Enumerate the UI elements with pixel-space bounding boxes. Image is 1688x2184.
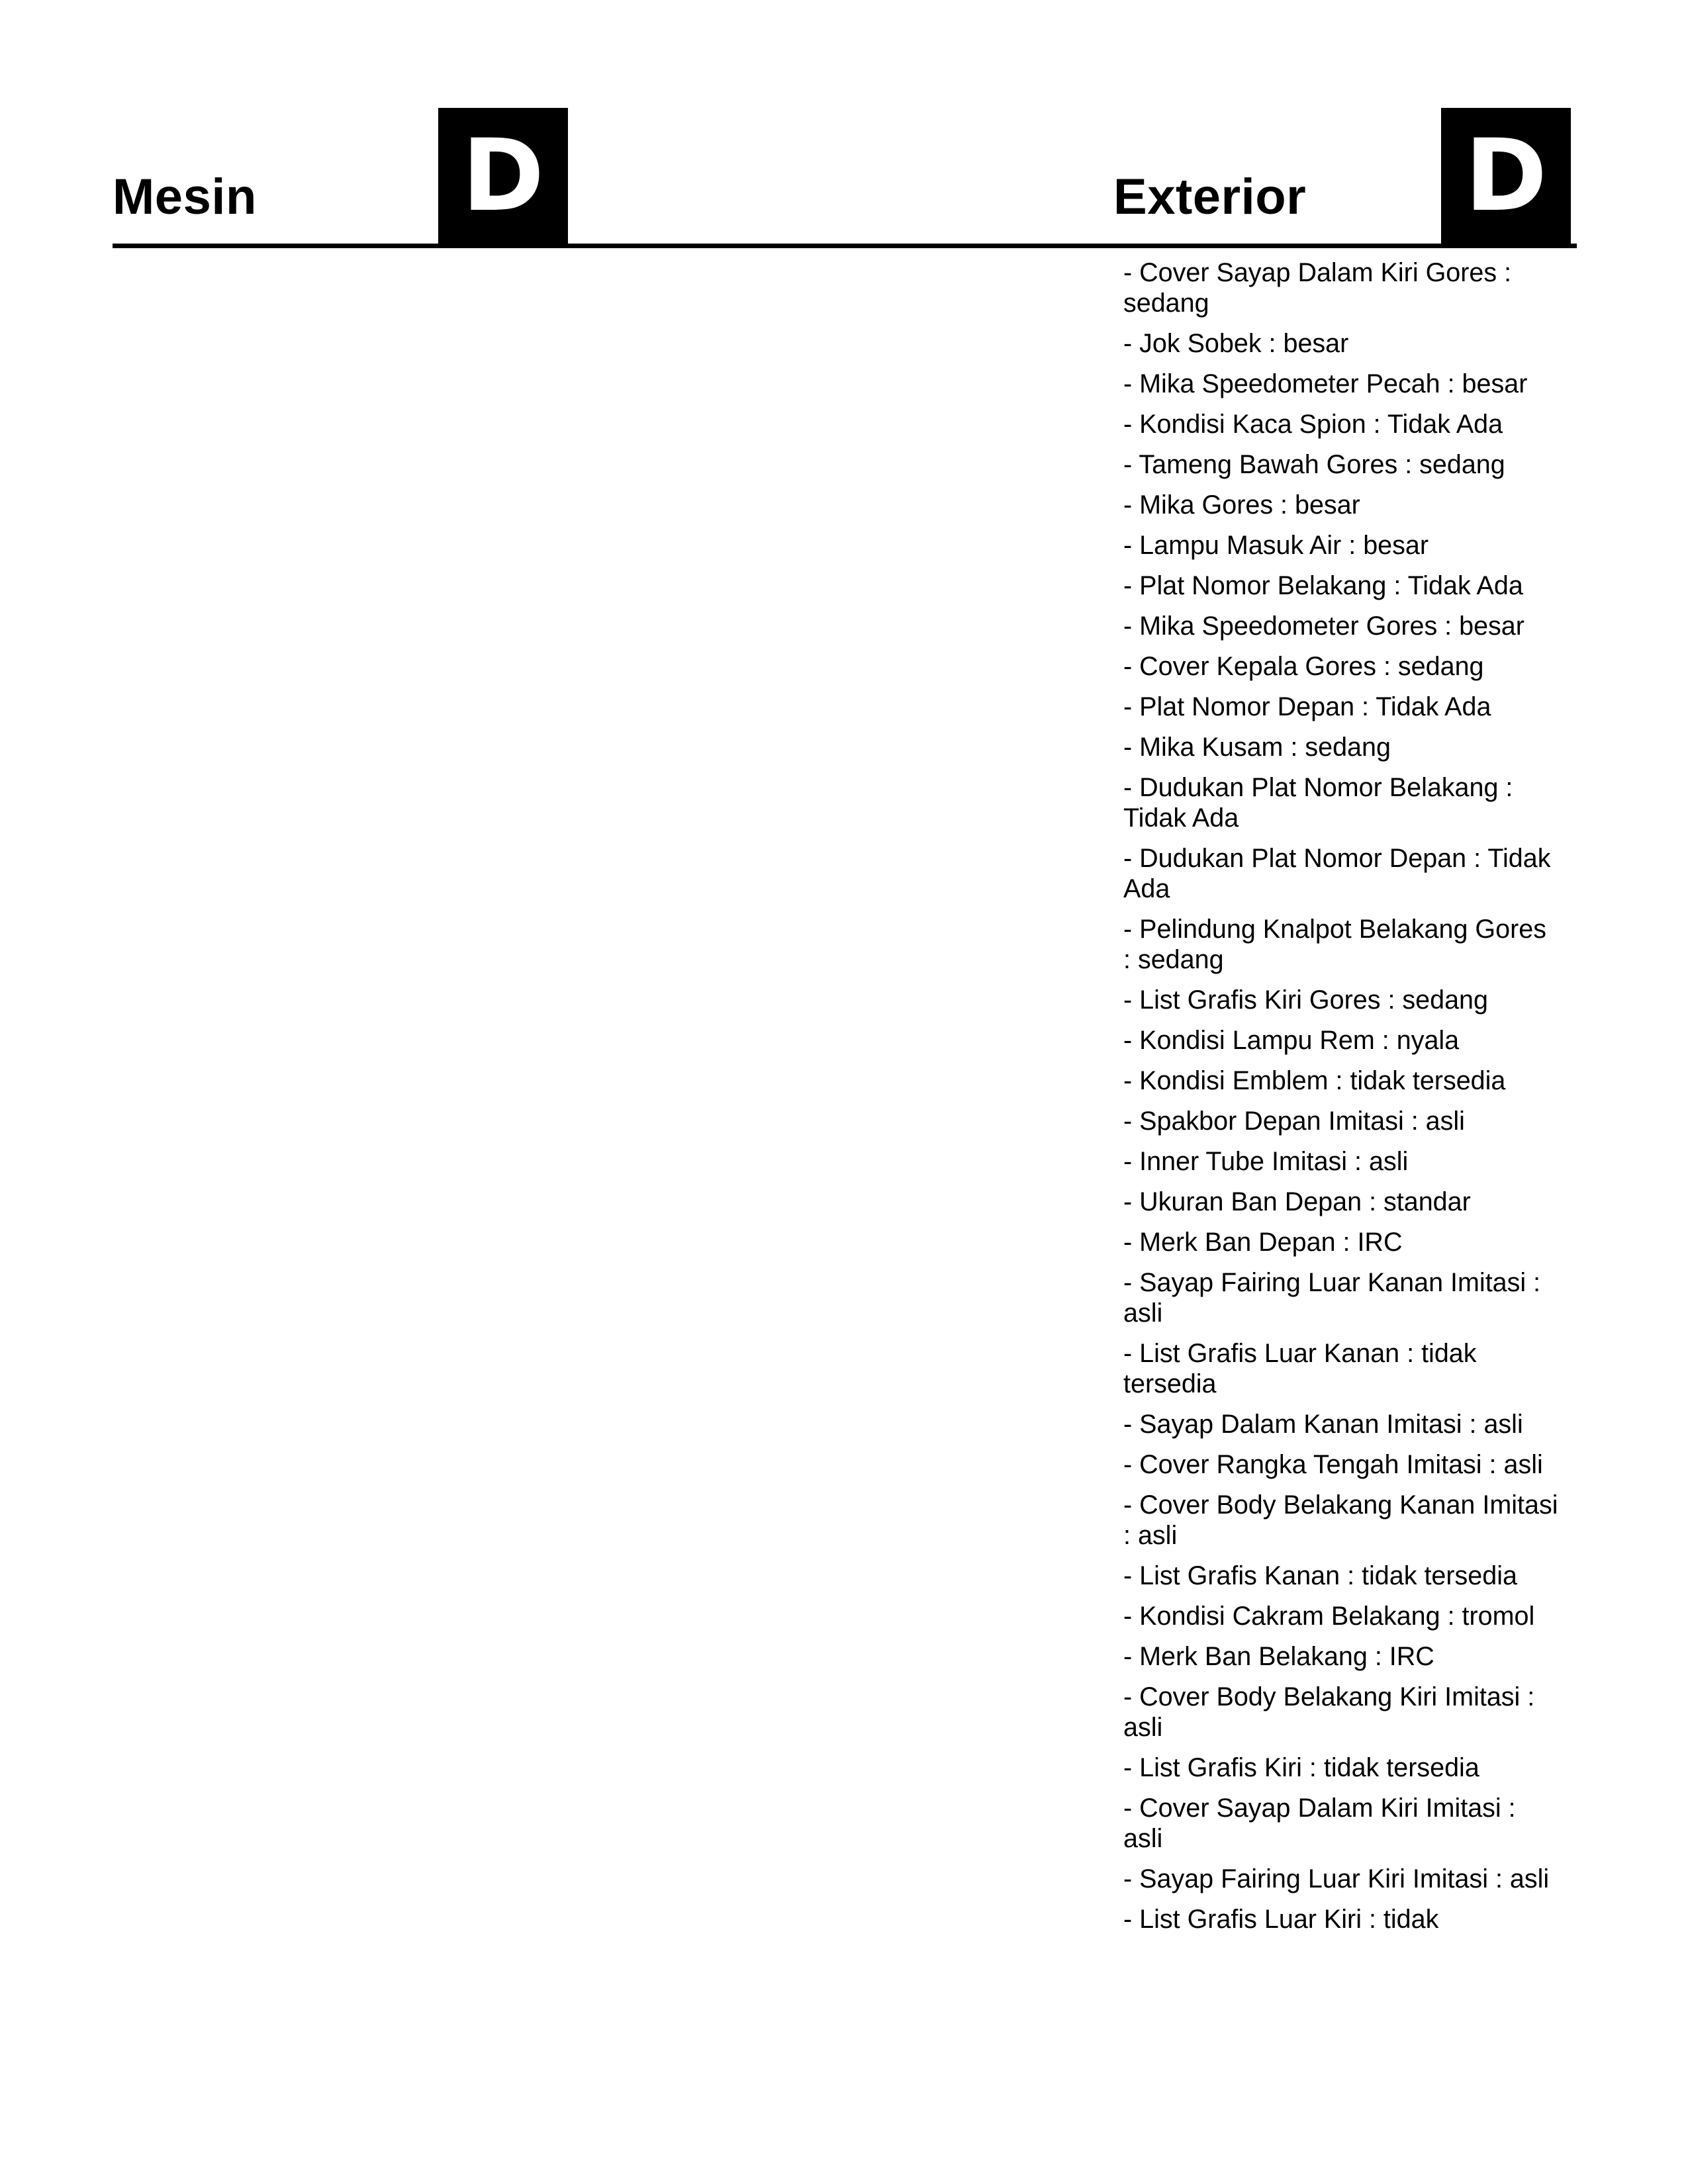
exterior-condition-item: - Cover Sayap Dalam Kiri Gores : sedang — [1123, 258, 1512, 318]
exterior-condition-item: - List Grafis Luar Kiri : tidak — [1123, 1905, 1439, 1934]
exterior-condition-item: - Cover Sayap Dalam Kiri Imitasi : asli — [1123, 1794, 1516, 1853]
exterior-condition-item: - Merk Ban Depan : IRC — [1123, 1228, 1403, 1257]
exterior-condition-item: - List Grafis Kanan : tidak tersedia — [1123, 1561, 1517, 1590]
exterior-condition-item: - Ukuran Ban Depan : standar — [1123, 1187, 1471, 1216]
mesin-section-title: Mesin — [113, 169, 257, 225]
exterior-condition-item: - Spakbor Depan Imitasi : asli — [1123, 1107, 1465, 1136]
exterior-condition-item: - Cover Kepala Gores : sedang — [1123, 652, 1484, 681]
exterior-condition-item: - Kondisi Lampu Rem : nyala — [1123, 1026, 1460, 1055]
exterior-condition-item: - Sayap Fairing Luar Kanan Imitasi : asli — [1123, 1268, 1541, 1328]
exterior-condition-item: - Pelindung Knalpot Belakang Gores : sedang — [1123, 915, 1547, 974]
exterior-condition-item: - Mika Speedometer Pecah : besar — [1123, 369, 1528, 398]
exterior-condition-item: - Kondisi Kaca Spion : Tidak Ada — [1123, 410, 1503, 439]
exterior-condition-item: - List Grafis Luar Kanan : tidak tersedia — [1123, 1339, 1477, 1398]
exterior-condition-item: - Merk Ban Belakang : IRC — [1123, 1642, 1434, 1671]
exterior-condition-list — [1123, 257, 1560, 1944]
exterior-condition-item: - Plat Nomor Belakang : Tidak Ada — [1123, 571, 1523, 600]
exterior-condition-item: - Cover Body Belakang Kiri Imitasi : asli — [1123, 1682, 1535, 1742]
exterior-condition-item: - Cover Body Belakang Kanan Imitasi : asli — [1123, 1490, 1558, 1550]
exterior-condition-item: - Plat Nomor Depan : Tidak Ada — [1123, 692, 1491, 721]
exterior-condition-item: - Mika Gores : besar — [1123, 490, 1360, 520]
exterior-condition-item: - Dudukan Plat Nomor Belakang : Tidak Ada — [1123, 773, 1513, 833]
exterior-condition-item: - Mika Kusam : sedang — [1123, 733, 1391, 762]
exterior-section-title: Exterior — [1113, 169, 1307, 225]
exterior-condition-item: - Sayap Fairing Luar Kiri Imitasi : asli — [1123, 1864, 1550, 1893]
mesin-grade-badge: D — [438, 108, 568, 245]
exterior-condition-item: - Sayap Dalam Kanan Imitasi : asli — [1123, 1410, 1523, 1439]
exterior-condition-item: - Lampu Masuk Air : besar — [1123, 531, 1429, 560]
exterior-condition-item: - Jok Sobek : besar — [1123, 329, 1349, 358]
exterior-condition-item: - Dudukan Plat Nomor Depan : Tidak Ada — [1123, 844, 1551, 903]
exterior-condition-item: - Cover Rangka Tengah Imitasi : asli — [1123, 1450, 1543, 1479]
exterior-condition-item: - Inner Tube Imitasi : asli — [1123, 1147, 1409, 1176]
exterior-grade-badge: D — [1441, 108, 1571, 245]
exterior-condition-item: - Mika Speedometer Gores : besar — [1123, 612, 1524, 641]
exterior-condition-item: - Tameng Bawah Gores : sedang — [1123, 450, 1505, 479]
exterior-condition-item: - List Grafis Kiri : tidak tersedia — [1123, 1753, 1479, 1782]
exterior-condition-item: - List Grafis Kiri Gores : sedang — [1123, 985, 1488, 1015]
header-divider — [113, 244, 1577, 248]
exterior-condition-item: - Kondisi Cakram Belakang : tromol — [1123, 1602, 1535, 1631]
exterior-condition-item: - Kondisi Emblem : tidak tersedia — [1123, 1066, 1506, 1095]
